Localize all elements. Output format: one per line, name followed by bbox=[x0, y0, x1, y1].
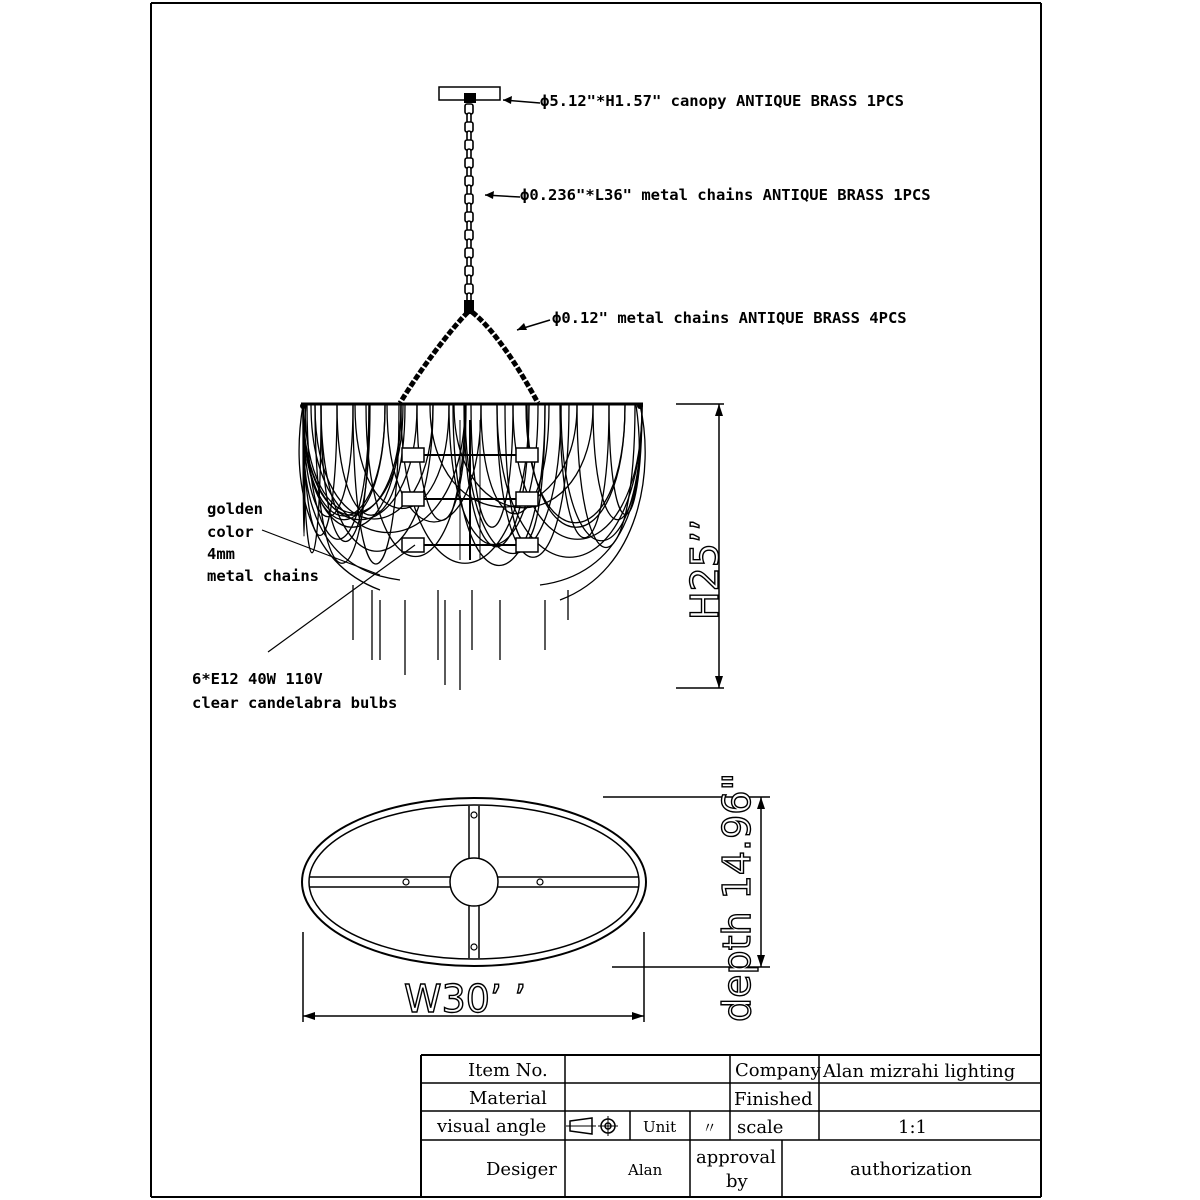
company-value: Alan mizrahi lighting bbox=[823, 1061, 1016, 1082]
company-label: Company bbox=[735, 1060, 821, 1081]
approval-label-line-1: approval bbox=[696, 1147, 776, 1168]
designer-value: Alan bbox=[628, 1161, 663, 1179]
width-label: W30’ ’ bbox=[404, 977, 527, 1021]
chains-note bbox=[207, 500, 319, 585]
height-label: H25’’ bbox=[683, 518, 727, 620]
main-chain-callout: ϕ0.236"*L36" metal chains ANTIQUE BRASS 1PCS bbox=[520, 186, 931, 204]
height-dimension bbox=[676, 404, 727, 688]
drawing-frame bbox=[151, 3, 1041, 1197]
chains-note-line-1: golden bbox=[207, 500, 263, 518]
finished-label: Finished bbox=[734, 1089, 813, 1110]
approval-label-line-2: by bbox=[726, 1171, 748, 1192]
chains-note-line-4: metal chains bbox=[207, 567, 319, 585]
scale-label: scale bbox=[737, 1117, 784, 1138]
material-label: Material bbox=[469, 1088, 547, 1109]
chains-note-line-2: color bbox=[207, 523, 254, 541]
unit-value: 〃 bbox=[702, 1119, 718, 1137]
designer-label: Desiger bbox=[486, 1159, 557, 1180]
title-block bbox=[421, 1055, 1041, 1197]
chandelier-body bbox=[299, 403, 645, 690]
main-chain bbox=[465, 104, 473, 303]
authorization-label: authorization bbox=[850, 1159, 972, 1180]
canopy-callout: ϕ5.12"*H1.57" canopy ANTIQUE BRASS 1PCS bbox=[540, 92, 904, 110]
unit-label: Unit bbox=[643, 1118, 677, 1136]
bulbs-note-line-2: clear candelabra bulbs bbox=[192, 694, 398, 712]
canopy bbox=[439, 87, 500, 103]
bulbs-note-line-1: 6*E12 40W 110V bbox=[192, 670, 323, 688]
visual-angle-label: visual angle bbox=[437, 1116, 547, 1137]
projection-symbol-icon bbox=[566, 1116, 618, 1136]
chains-note-line-3: 4mm bbox=[207, 545, 235, 563]
bulbs-note bbox=[192, 670, 397, 712]
bulb-cluster bbox=[402, 420, 538, 560]
scale-value: 1:1 bbox=[898, 1117, 927, 1138]
depth-label: depth 14.96" bbox=[715, 773, 759, 1022]
item-no-label: Item No. bbox=[468, 1060, 548, 1081]
top-view bbox=[302, 798, 646, 966]
support-chains-callout: ϕ0.12" metal chains ANTIQUE BRASS 4PCS bbox=[552, 309, 907, 327]
support-chains bbox=[400, 300, 538, 403]
